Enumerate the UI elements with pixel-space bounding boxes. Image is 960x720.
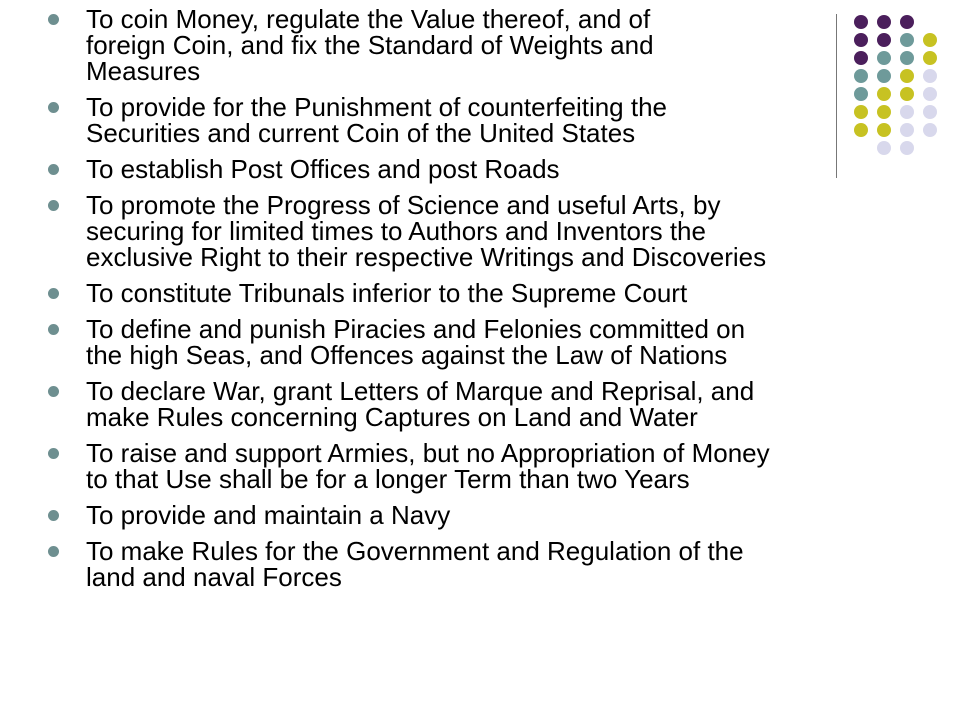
- bullet-item-coin-money: [48, 6, 770, 84]
- decorative-dot-icon: [877, 87, 891, 101]
- decorative-dot-icon: [877, 15, 891, 29]
- bullet-dot-icon: [48, 164, 59, 175]
- bullet-line: exclusive Right to their respective Writings and Discoveries: [86, 242, 767, 272]
- bullet-line: make Rules concerning Captures on Land and Water: [86, 402, 698, 432]
- decorative-dot-icon: [923, 33, 937, 47]
- decorative-dot-icon: [877, 69, 891, 83]
- bullet-item-navy: [48, 502, 770, 528]
- bullet-line: To provide and maintain a Navy: [86, 500, 451, 530]
- bullet-item-science-arts: [48, 192, 770, 270]
- decorative-dot-icon: [854, 69, 868, 83]
- bullet-line: the high Seas, and Offences against the Law of Nations: [86, 340, 728, 370]
- decorative-dot-icon: [923, 51, 937, 65]
- decorative-dot-icon: [900, 87, 914, 101]
- bullet-item-post-offices: [48, 156, 770, 182]
- decorative-dot-icon: [854, 105, 868, 119]
- decorative-dot-icon: [877, 141, 891, 155]
- bullet-list: [48, 6, 770, 600]
- decorative-dot-icon: [854, 123, 868, 137]
- bullet-line: To provide for the Punishment of counterfeiting the: [86, 92, 668, 122]
- bullet-line: To establish Post Offices and post Roads: [86, 154, 560, 184]
- decorative-dot-icon: [900, 123, 914, 137]
- decorative-dot-icon: [900, 105, 914, 119]
- decorative-dot-icon: [900, 69, 914, 83]
- bullet-line: To define and punish Piracies and Felonies committed on: [86, 314, 746, 344]
- bullet-line: Measures: [86, 56, 201, 86]
- decorative-dot-icon: [854, 33, 868, 47]
- bullet-dot-icon: [48, 14, 59, 25]
- bullet-line: securing for limited times to Authors and Inventors the: [86, 216, 706, 246]
- decorative-dot-icon: [923, 87, 937, 101]
- decorative-dot-icon: [900, 51, 914, 65]
- bullet-dot-icon: [48, 448, 59, 459]
- bullet-dot-icon: [48, 386, 59, 397]
- bullet-dot-icon: [48, 102, 59, 113]
- bullet-item-land-naval-forces: [48, 538, 770, 590]
- decorative-dot-icon: [854, 15, 868, 29]
- bullet-item-piracies: [48, 316, 770, 368]
- decorative-dot-icon: [854, 87, 868, 101]
- decorative-dot-icon: [877, 123, 891, 137]
- bullet-dot-icon: [48, 546, 59, 557]
- decorative-dot-icon: [923, 105, 937, 119]
- bullet-line: To make Rules for the Government and Regulation of the: [86, 536, 744, 566]
- bullet-line: To raise and support Armies, but no Appropriation of Money: [86, 438, 770, 468]
- bullet-dot-icon: [48, 510, 59, 521]
- decorative-dot-icon: [877, 51, 891, 65]
- bullet-line: To declare War, grant Letters of Marque and Reprisal, and: [86, 376, 755, 406]
- decorative-dot-icon: [877, 33, 891, 47]
- decorative-dot-icon: [854, 51, 868, 65]
- bullet-dot-icon: [48, 200, 59, 211]
- bullet-line: foreign Coin, and fix the Standard of Weights and: [86, 30, 654, 60]
- bullet-line: Securities and current Coin of the United States: [86, 118, 636, 148]
- decorative-dot-icon: [923, 123, 937, 137]
- bullet-line: To promote the Progress of Science and useful Arts, by: [86, 190, 721, 220]
- decorative-dot-icon: [900, 15, 914, 29]
- bullet-item-counterfeiting: [48, 94, 770, 146]
- bullet-dot-icon: [48, 324, 59, 335]
- bullet-line: To coin Money, regulate the Value thereof, and of: [86, 4, 651, 34]
- bullet-item-armies: [48, 440, 770, 492]
- decorative-dot-icon: [923, 69, 937, 83]
- bullet-dot-icon: [48, 288, 59, 299]
- bullet-line: To constitute Tribunals inferior to the Supreme Court: [86, 278, 688, 308]
- decorative-dot-icon: [900, 141, 914, 155]
- bullet-item-tribunals: [48, 280, 770, 306]
- bullet-item-declare-war: [48, 378, 770, 430]
- bullet-line: to that Use shall be for a longer Term than two Years: [86, 464, 690, 494]
- bullet-line: land and naval Forces: [86, 562, 342, 592]
- decorative-dot-icon: [900, 33, 914, 47]
- vertical-divider: [836, 14, 837, 178]
- decorative-dot-icon: [877, 105, 891, 119]
